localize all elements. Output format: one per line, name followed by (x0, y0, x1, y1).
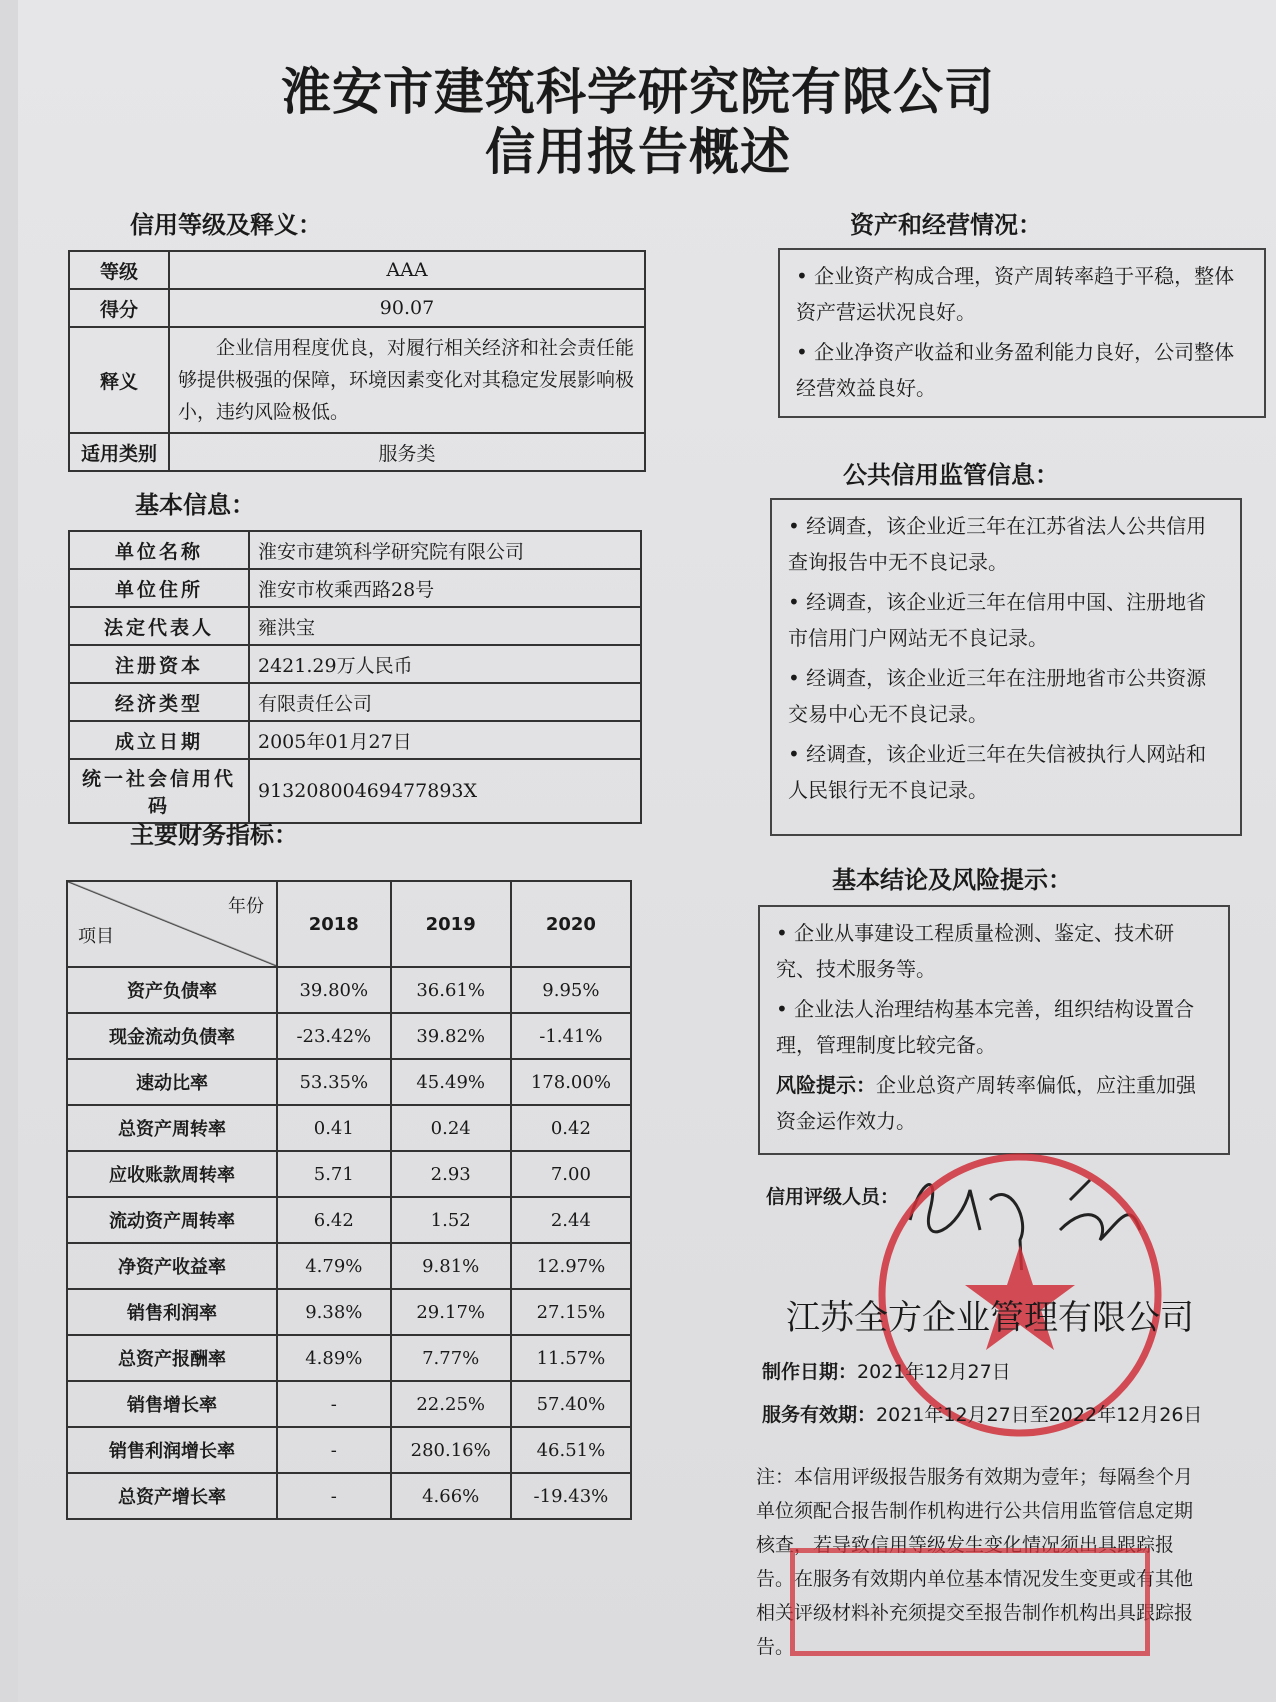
finance-row (67, 967, 631, 1013)
basic-value: 淮安市建筑科学研究院有限公司 (249, 531, 641, 569)
basic-row (69, 531, 641, 569)
indicator-value: 11.57% (511, 1335, 631, 1381)
year-col-header: 2019 (391, 881, 511, 967)
year-col-header: 2018 (277, 881, 391, 967)
indicator-value: -19.43% (511, 1473, 631, 1519)
basic-label: 单位住所 (69, 569, 249, 607)
indicator-name: 应收账款周转率 (67, 1151, 277, 1197)
indicator-value: - (277, 1473, 391, 1519)
indicator-value: - (277, 1381, 391, 1427)
rating-value: AAA (169, 251, 645, 289)
indicator-value: 2.93 (391, 1151, 511, 1197)
conclusion-box (758, 905, 1230, 1155)
valid-label: 服务有效期： (762, 1404, 877, 1426)
basic-heading: 基本信息： (135, 491, 255, 519)
indicator-value: 280.16% (391, 1427, 511, 1473)
indicator-value: 4.79% (277, 1243, 391, 1289)
finance-row (67, 1059, 631, 1105)
indicator-value: 2.44 (511, 1197, 631, 1243)
public-heading: 公共信用监管信息： (843, 461, 1059, 489)
public-item: • 经调查，该企业近三年在失信被执行人网站和人民银行无不良记录。 (788, 742, 1207, 802)
rating-label: 等级 (69, 251, 169, 289)
indicator-value: 46.51% (511, 1427, 631, 1473)
indicator-value: 36.61% (391, 967, 511, 1013)
indicator-value: 12.97% (511, 1243, 631, 1289)
indicator-name: 销售利润增长率 (67, 1427, 277, 1473)
corner-header (67, 881, 277, 967)
finance-row (67, 1289, 631, 1335)
indicator-name: 总资产周转率 (67, 1105, 277, 1151)
public-box (770, 498, 1242, 836)
finance-row (67, 1013, 631, 1059)
rating-label: 得分 (69, 289, 169, 327)
rating-heading: 信用等级及释义： (130, 211, 322, 239)
basic-row (69, 569, 641, 607)
basic-row (69, 607, 641, 645)
finance-row (67, 1243, 631, 1289)
indicator-value: 0.24 (391, 1105, 511, 1151)
year-col-header: 2020 (511, 881, 631, 967)
rating-row (69, 289, 645, 327)
finance-table (66, 880, 632, 1520)
rating-value: 90.07 (169, 289, 645, 327)
conclusion-item: • 企业法人治理结构基本完善，组织结构设置合理，管理制度比较完备。 (776, 997, 1195, 1057)
rater-label: 信用评级人员： (766, 1186, 900, 1208)
indicator-value: 45.49% (391, 1059, 511, 1105)
indicator-name: 销售增长率 (67, 1381, 277, 1427)
finance-row (67, 1427, 631, 1473)
issuer-company: 江苏全方企业管理有限公司 (786, 1298, 1194, 1338)
basic-label: 成立日期 (69, 721, 249, 759)
date-label: 制作日期： (762, 1361, 858, 1383)
basic-row (69, 759, 641, 823)
assets-item: • 企业资产构成合理，资产周转率趋于平稳，整体资产营运状况良好。 (796, 264, 1235, 324)
indicator-name: 销售利润率 (67, 1289, 277, 1335)
basic-value: 雍洪宝 (249, 607, 641, 645)
indicator-value: 9.95% (511, 967, 631, 1013)
indicator-value: 27.15% (511, 1289, 631, 1335)
rating-row (69, 433, 645, 471)
indicator-name: 总资产增长率 (67, 1473, 277, 1519)
assets-heading: 资产和经营情况： (850, 211, 1042, 239)
public-item: • 经调查，该企业近三年在信用中国、注册地省市信用门户网站无不良记录。 (788, 590, 1207, 650)
finance-row (67, 1381, 631, 1427)
indicator-name: 净资产收益率 (67, 1243, 277, 1289)
basic-value: 91320800469477893X (249, 759, 641, 823)
indicator-name: 总资产报酬率 (67, 1335, 277, 1381)
indicator-value: 53.35% (277, 1059, 391, 1105)
indicator-value: 7.00 (511, 1151, 631, 1197)
public-item: • 经调查，该企业近三年在江苏省法人公共信用查询报告中无不良记录。 (788, 514, 1207, 574)
conclusion-item: • 企业从事建设工程质量检测、鉴定、技术研究、技术服务等。 (776, 921, 1175, 981)
indicator-value: 6.42 (277, 1197, 391, 1243)
indicator-value: 4.89% (277, 1335, 391, 1381)
conclusion-heading: 基本结论及风险提示： (832, 866, 1072, 894)
item-header: 项目 (78, 926, 114, 947)
indicator-value: 4.66% (391, 1473, 511, 1519)
basic-row (69, 683, 641, 721)
valid-period: 2021年12月27日至2022年12月26日 (876, 1404, 1203, 1426)
issue-date: 2021年12月27日 (857, 1361, 1011, 1383)
basic-label: 统一社会信用代码 (69, 759, 249, 823)
basic-label: 经济类型 (69, 683, 249, 721)
basic-row (69, 721, 641, 759)
finance-row (67, 1197, 631, 1243)
rating-table (68, 250, 646, 472)
indicator-value: -23.42% (277, 1013, 391, 1059)
risk-text: 企业总资产周转率偏低，应注重加强资金运作效力。 (776, 1073, 1196, 1133)
assets-item: • 企业净资产收益和业务盈利能力良好，公司整体经营效益良好。 (796, 340, 1235, 400)
note: 注：本信用评级报告服务有效期为壹年；每隔叁个月单位须配合报告制作机构进行公共信用监管信息定期核查，若导致信用等级发生变化情况须出具跟踪报告。在服务有效期内单位基本情况发生变更或有其他相关评级材料补充须提交至报告制作机构出具跟踪报告。 (756, 1466, 1194, 1658)
indicator-value: - (277, 1427, 391, 1473)
basic-info-table (68, 530, 642, 824)
public-item: • 经调查，该企业近三年在注册地省市公共资源交易中心无不良记录。 (788, 666, 1207, 726)
indicator-value: 0.42 (511, 1105, 631, 1151)
indicator-value: 57.40% (511, 1381, 631, 1427)
basic-row (69, 645, 641, 683)
finance-row (67, 1105, 631, 1151)
indicator-value: 1.52 (391, 1197, 511, 1243)
indicator-name: 现金流动负债率 (67, 1013, 277, 1059)
indicator-value: 9.38% (277, 1289, 391, 1335)
indicator-name: 速动比率 (67, 1059, 277, 1105)
doc-subtitle: 信用报告概述 (485, 123, 791, 181)
indicator-value: 39.80% (277, 967, 391, 1013)
indicator-name: 资产负债率 (67, 967, 277, 1013)
basic-value: 2421.29万人民币 (249, 645, 641, 683)
rating-label: 释义 (69, 327, 169, 433)
basic-value: 2005年01月27日 (249, 721, 641, 759)
indicator-value: 39.82% (391, 1013, 511, 1059)
indicator-value: 5.71 (277, 1151, 391, 1197)
risk-label: 风险提示： (776, 1073, 876, 1097)
finance-row (67, 1335, 631, 1381)
indicator-value: 0.41 (277, 1105, 391, 1151)
basic-label: 法定代表人 (69, 607, 249, 645)
finance-row (67, 1151, 631, 1197)
indicator-value: 178.00% (511, 1059, 631, 1105)
doc-title: 淮安市建筑科学研究院有限公司 (281, 63, 995, 121)
indicator-value: 29.17% (391, 1289, 511, 1335)
indicator-value: 7.77% (391, 1335, 511, 1381)
basic-value: 淮安市枚乘西路28号 (249, 569, 641, 607)
basic-value: 有限责任公司 (249, 683, 641, 721)
rating-label: 适用类别 (69, 433, 169, 471)
basic-label: 单位名称 (69, 531, 249, 569)
rating-value: 服务类 (169, 433, 645, 471)
rating-row (69, 251, 645, 289)
finance-heading: 主要财务指标： (130, 821, 298, 849)
rating-row (69, 327, 645, 433)
year-header: 年份 (228, 896, 264, 917)
indicator-value: 9.81% (391, 1243, 511, 1289)
indicator-name: 流动资产周转率 (67, 1197, 277, 1243)
finance-row (67, 1473, 631, 1519)
indicator-value: 22.25% (391, 1381, 511, 1427)
assets-box (778, 248, 1266, 418)
rating-value: 企业信用程度优良，对履行相关经济和社会责任能够提供极强的保障，环境因素变化对其稳定发展影响极小，违约风险极低。 (169, 327, 645, 433)
basic-label: 注册资本 (69, 645, 249, 683)
indicator-value: -1.41% (511, 1013, 631, 1059)
filing-stamp (790, 1548, 1150, 1656)
